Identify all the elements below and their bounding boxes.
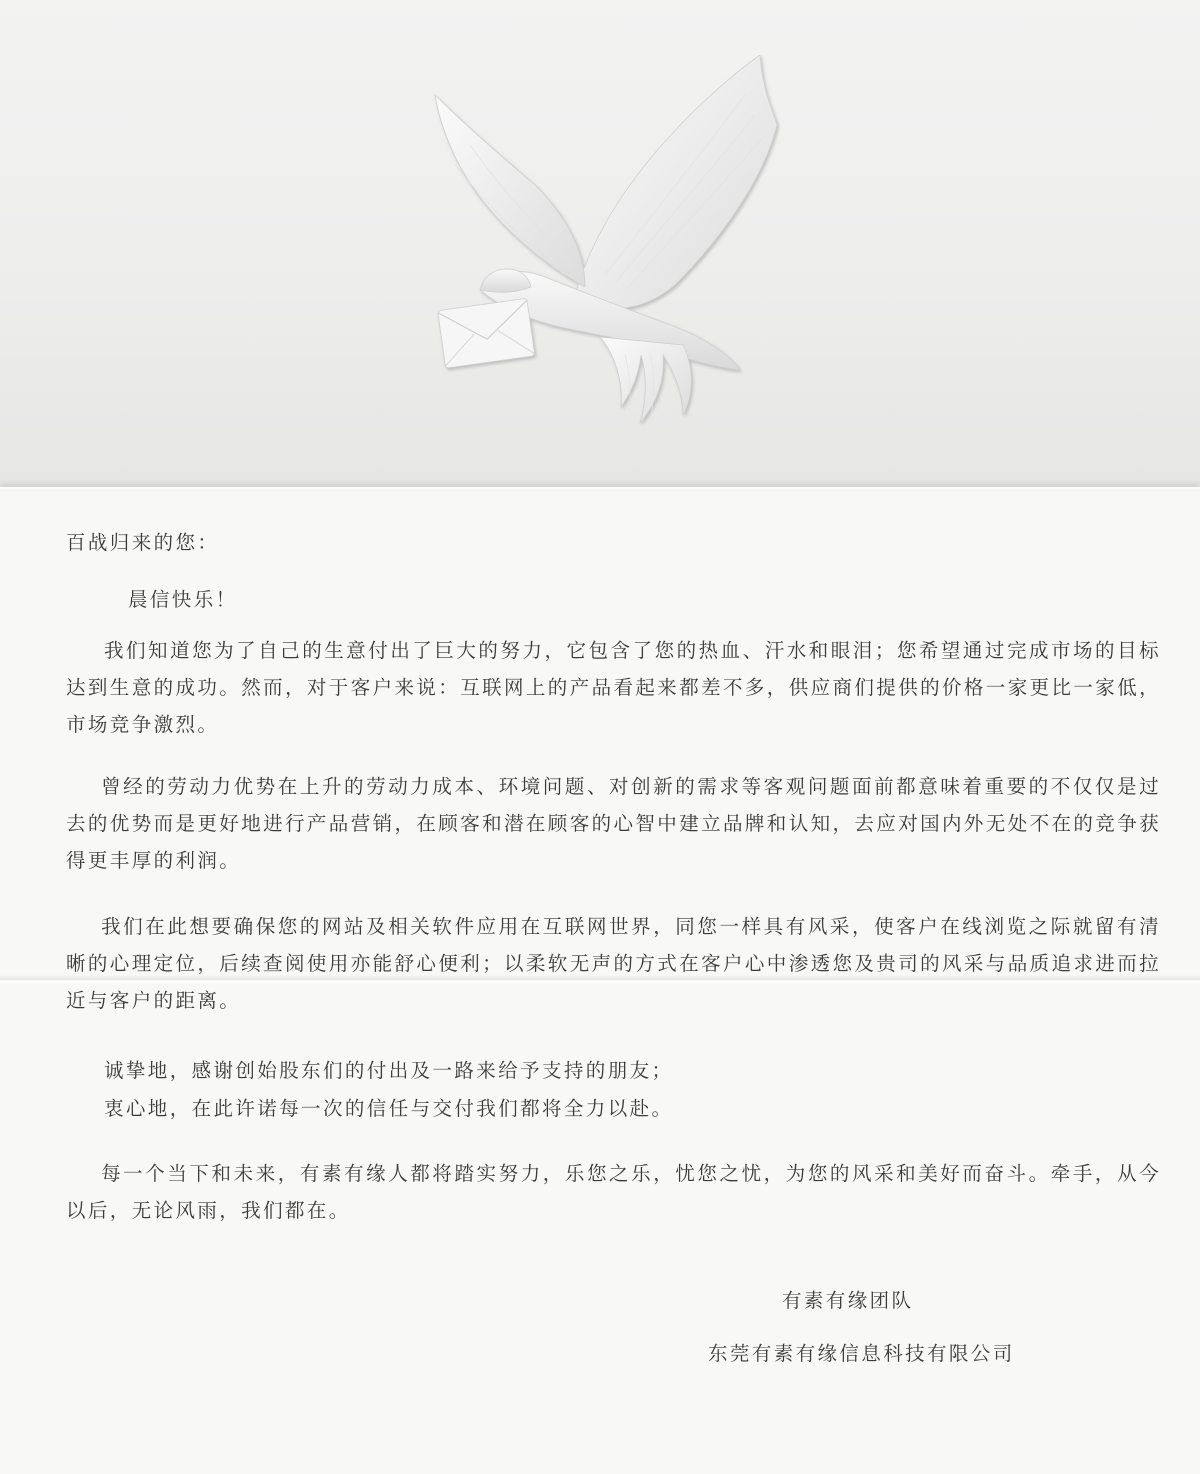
paragraph-1: 我们知道您为了自己的生意付出了巨大的努力，它包含了您的热血、汗水和眼泪；您希望通过完成市场的目标达到生意的成功。然而，对于客户来说：互联网上的产品看起来都差不多，供应商们提供的价格一家更比一家低，市场竞争激烈。 [66,639,1162,736]
thanks-line-1: 诚挚地，感谢创始股东们的付出及一路来给予支持的朋友； [104,1059,674,1082]
signature-company: 东莞有素有缘信息科技有限公司 [708,1342,1015,1365]
dove-with-envelope-icon [425,55,785,427]
sheet-edge [0,487,1200,491]
paragraph-3: 我们在此想要确保您的网站及相关软件应用在互联网世界，同您一样具有风采，使客户在线浏览之际就留有清晰的心理定位，后续查阅使用亦能舒心便利；以柔软无声的方式在客户心中渗透您及贵司的风采与品质追求进而拉近与客户的距离。 [66,915,1162,1012]
paragraph-2: 曾经的劳动力优势在上升的劳动力成本、环境问题、对创新的需求等客观问题面前都意味着重要的不仅仅是过去的优势而是更好地进行产品营销，在顾客和潜在顾客的心智中建立品牌和认知，去应对国内外无处不在的竞争获得更丰厚的利润。 [66,775,1162,872]
thanks-line-2: 衷心地，在此许诺每一次的信任与交付我们都将全力以赴。 [104,1097,674,1120]
salutation: 百战归来的您： [66,531,220,554]
signature-team: 有素有缘团队 [782,1289,914,1312]
greeting: 晨信快乐！ [128,588,238,611]
closing-paragraph: 每一个当下和未来，有素有缘人都将踏实努力，乐您之乐，忧您之忧，为您的风采和美好而奋斗。牵手，从今以后，无论风雨，我们都在。 [66,1162,1161,1222]
embossed-header-panel [0,0,1200,487]
